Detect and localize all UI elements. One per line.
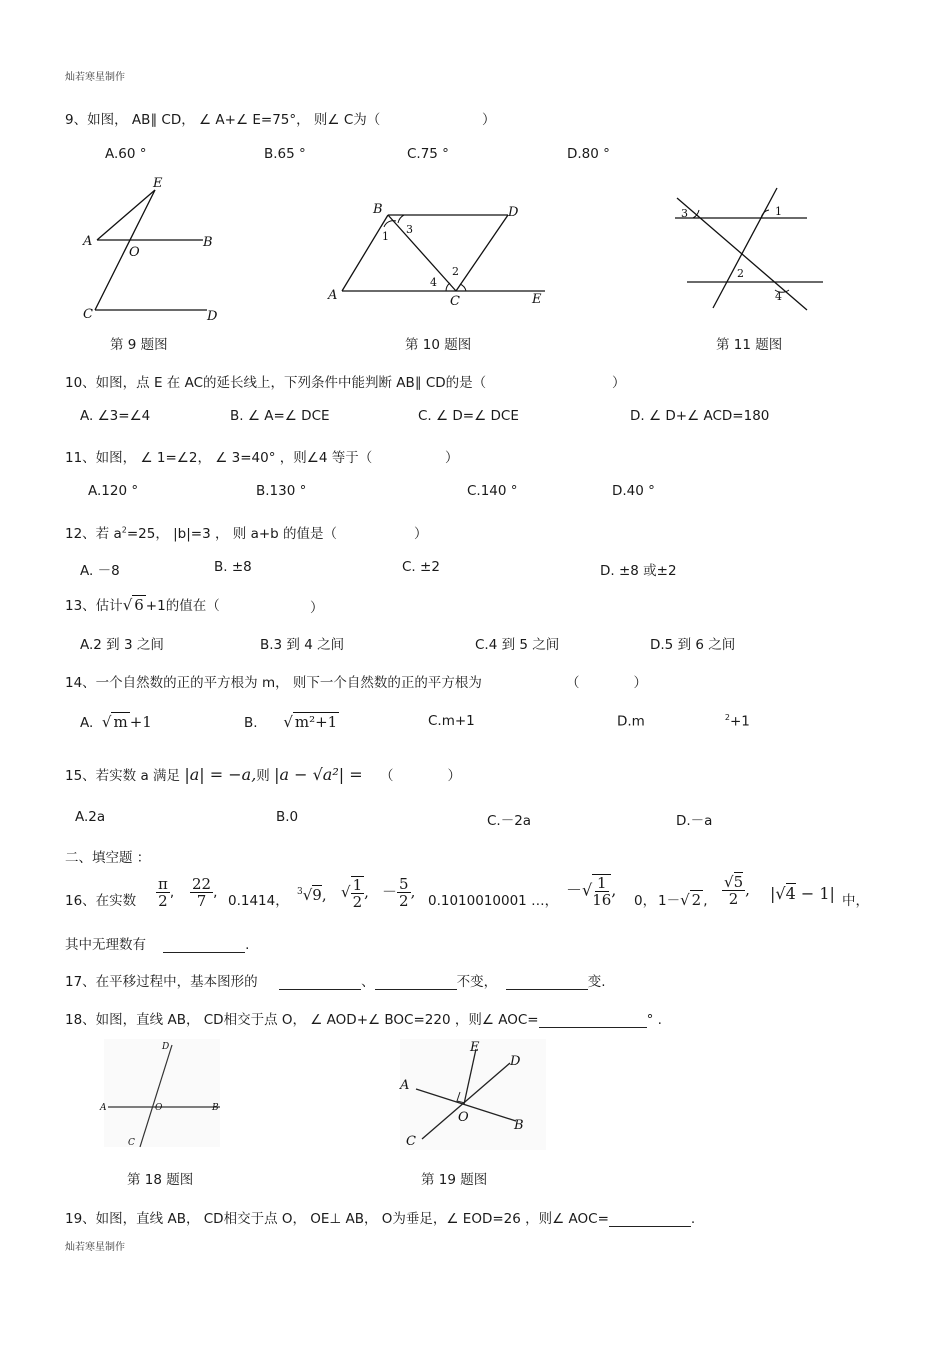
q9-label-e: E <box>153 176 163 191</box>
q18-label-b: B <box>212 1103 219 1113</box>
q10-label-e: E <box>532 292 542 307</box>
figure-q19 <box>398 1037 548 1152</box>
q13-option-c: C.4 到 5 之间 <box>475 637 560 653</box>
figure-q18 <box>98 1035 228 1155</box>
q16-item-end: 中， <box>842 893 869 909</box>
q12-stem: 12、若 $a^2=25$， |b|=3 ， 则 a+b 的值是（ <box>65 525 338 542</box>
figure-q9 <box>75 170 235 330</box>
q9-label-b: B <box>203 235 213 250</box>
figure-q11 <box>665 180 840 320</box>
q19-line: 19、如图，直线 AB， CD相交于点 O， OE⊥ AB， O为垂足，∠ EOD=26 ，则∠ AOC= . <box>65 1211 696 1227</box>
q10-option-b: B. ∠ A=∠ DCE <box>230 408 330 424</box>
q13-option-a: A.2 到 3 之间 <box>80 637 164 653</box>
q10-label-2: 2 <box>452 265 459 278</box>
q11-option-c: C.140 ° <box>467 483 518 499</box>
q11-label-3: 3 <box>681 207 688 220</box>
q10-close-paren: ） <box>612 375 626 391</box>
q11-caption: 第 11 题图 <box>716 337 783 353</box>
q9-option-c: C.75 ° <box>407 146 449 162</box>
q10-label-1: 1 <box>382 230 389 243</box>
q13-option-d: D.5 到 6 之间 <box>650 637 736 653</box>
q19-label-a: A <box>400 1078 410 1093</box>
page-footer: 灿若寒星制作 <box>65 1242 125 1253</box>
q10-option-c: C. ∠ D=∠ DCE <box>418 408 519 424</box>
q9-label-o: O <box>129 245 140 260</box>
q16-neg-sqrt-1-16: －√ $\frac{1}{16}$ , <box>566 874 617 909</box>
q18-label-o: O <box>155 1103 163 1113</box>
q13-option-b: B.3 到 4 之间 <box>260 637 345 653</box>
q9-close-paren: ） <box>482 112 496 128</box>
q17-line: 17、在平移过程中，基本图形的 、 不变， 变. <box>65 974 606 990</box>
q14-option-a: A. √ m +1 <box>80 713 152 731</box>
q9-option-a: A.60 ° <box>105 146 147 162</box>
q11-label-1: 1 <box>775 205 782 218</box>
q11-option-a: A.120 ° <box>88 483 139 499</box>
q16-abs-sqrt4-minus-1: |√4 − 1| <box>770 884 835 903</box>
q16-stem: 16、在实数 <box>65 893 137 909</box>
q10-label-a: A <box>328 288 338 303</box>
q11-option-d: D.40 ° <box>612 483 655 499</box>
q9-caption: 第 9 题图 <box>110 337 168 353</box>
q16-item-zero: 0， <box>634 893 657 909</box>
q18-label-a: A <box>100 1103 107 1113</box>
q10-label-b: B <box>373 202 383 217</box>
q19-answer-blank[interactable] <box>609 1212 691 1227</box>
q17-blank-2[interactable] <box>375 975 457 990</box>
q10-option-d: D. ∠ D+∠ ACD=180 <box>630 408 770 424</box>
q13-close-paren: ） <box>310 600 324 616</box>
q11-label-4: 4 <box>775 290 782 303</box>
section-fill-in-title: 二、填空题 ： <box>65 850 151 866</box>
q16-answer-blank[interactable] <box>163 938 245 953</box>
q12-close-paren: ） <box>414 526 428 542</box>
q10-label-3: 3 <box>406 223 413 236</box>
q15-option-c: C.－2a <box>487 813 532 829</box>
q9-label-a: A <box>83 234 93 249</box>
q18-label-c: C <box>128 1138 135 1148</box>
q19-label-b: B <box>514 1118 524 1133</box>
q11-stem: 11、如图， ∠ 1=∠2， ∠ 3=40° ，则∠4 等于（ <box>65 450 373 466</box>
q16-sqrt5-2: $\frac{√5}{2}$ , <box>724 873 750 908</box>
q10-label-d: D <box>508 205 519 220</box>
q17-blank-1[interactable] <box>279 975 361 990</box>
page-header: 灿若寒星制作 <box>65 72 125 83</box>
q17-blank-3[interactable] <box>506 975 588 990</box>
q15-option-b: B.0 <box>276 809 299 825</box>
q15-option-d: D.－a <box>676 813 713 829</box>
q16-item-01414: 0.1414， <box>228 893 289 909</box>
q13-stem: 13、估计√ 6 +1的值在（ <box>65 596 220 614</box>
q16-line2: 其中无理数有 . <box>65 937 250 953</box>
q16-item-1-minus: 1－√ 2 , <box>658 891 708 909</box>
q12-option-d: D. ±8 或±2 <box>600 563 677 579</box>
q19-label-o: O <box>458 1110 469 1125</box>
q18-answer-blank[interactable] <box>539 1013 647 1028</box>
q18-label-d: D <box>162 1042 170 1052</box>
q9-option-b: B.65 ° <box>264 146 306 162</box>
q15-stem: 15、若实数 a 满足 |a| = −a,则 |a − √a²| = <box>65 765 363 784</box>
figure-q10 <box>320 195 585 315</box>
q9-stem: 9、如图， AB∥ CD， ∠ A+∠ E=75°， 则∠ C为（ <box>65 112 381 128</box>
q19-label-d: D <box>510 1054 521 1069</box>
q14-paren: （ ） <box>566 675 647 691</box>
q15-option-a: A.2a <box>75 809 106 825</box>
q15-paren: （ ） <box>380 768 461 784</box>
q14-option-d: D.m $^2$+1 <box>617 713 750 730</box>
q11-close-paren: ） <box>445 450 459 466</box>
q16-frac-22-7: $\frac{22}{7}$ , <box>192 875 218 910</box>
q10-caption: 第 10 题图 <box>405 337 472 353</box>
q16-neg-5-2: － $\frac{5}{2}$ , <box>382 875 416 910</box>
q10-stem: 10、如图，点 E 在 AC的延长线上，下列条件中能判断 AB∥ CD的是（ <box>65 375 487 391</box>
q16-cbrt-9: $^3$√9, <box>297 886 327 904</box>
q19-caption: 第 19 题图 <box>421 1172 488 1188</box>
q19-label-e: E <box>470 1040 480 1055</box>
q14-option-b: B. √ m²+1 <box>244 713 338 731</box>
q11-label-2: 2 <box>737 267 744 280</box>
q14-option-c: C.m+1 <box>428 713 475 729</box>
q14-stem: 14、一个自然数的正的平方根为 m， 则下一个自然数的正的平方根为 <box>65 675 482 691</box>
q19-label-c: C <box>406 1134 416 1149</box>
q10-option-a: A. ∠3=∠4 <box>80 408 151 424</box>
q16-item-01010010001: 0.1010010001 …， <box>428 893 559 909</box>
q10-label-c: C <box>450 294 460 309</box>
q12-option-a: A. －8 <box>80 563 120 579</box>
q18-line: 18、如图，直线 AB， CD相交于点 O， ∠ AOD+∠ BOC=220 ，则∠ AOC= ° . <box>65 1012 662 1028</box>
q9-label-d: D <box>207 309 218 324</box>
q16-frac-pi-2: $\frac{\pi}{2}$ , <box>158 875 175 910</box>
q12-option-c: C. ±2 <box>402 559 440 575</box>
q18-caption: 第 18 题图 <box>127 1172 194 1188</box>
q16-sqrt-half: √ $\frac{1}{2}$ , <box>341 876 369 911</box>
q9-option-d: D.80 ° <box>567 146 610 162</box>
q10-label-4: 4 <box>430 276 437 289</box>
q12-option-b: B. ±8 <box>214 559 252 575</box>
q9-label-c: C <box>83 307 93 322</box>
q11-option-b: B.130 ° <box>256 483 307 499</box>
